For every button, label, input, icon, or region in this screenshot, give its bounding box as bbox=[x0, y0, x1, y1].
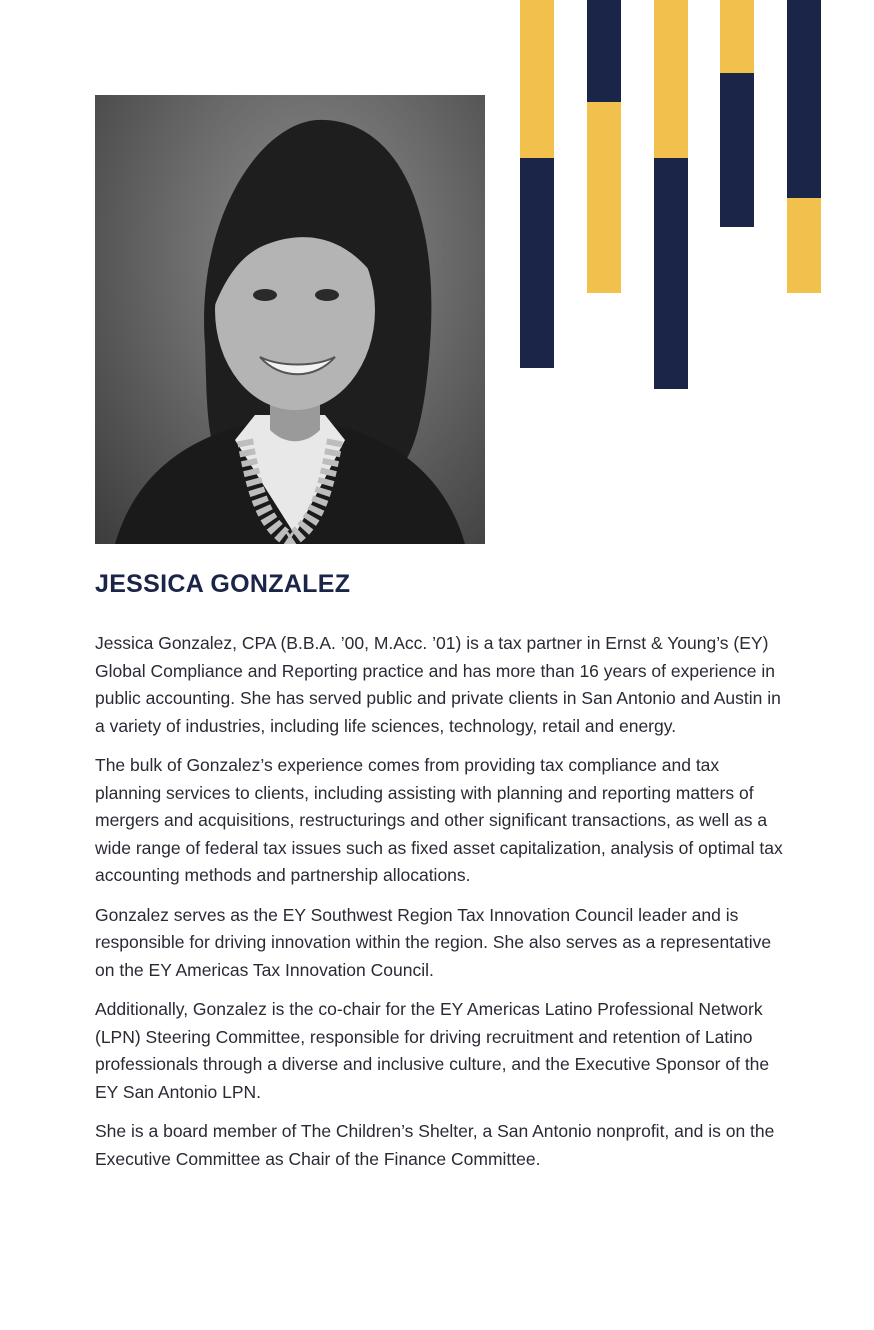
bio-paragraph: Gonzalez serves as the EY Southwest Region Tax Innovation Council leader and is responsible for driving innovation within the region. She also serves as a representative on the EY Americas Tax Innovation Council. bbox=[95, 904, 772, 980]
decorative-stripe bbox=[520, 158, 554, 368]
decorative-stripe bbox=[720, 73, 754, 227]
decorative-stripe bbox=[520, 0, 554, 158]
portrait-photo bbox=[95, 95, 485, 544]
decorative-stripe bbox=[654, 0, 688, 158]
biography bbox=[95, 630, 790, 1185]
bio-paragraph: She is a board member of The Children’s Shelter, a San Antonio nonprofit, and is on the Executive Committee as Chair of the Finance Committee. bbox=[95, 1121, 775, 1169]
bio-paragraph: Jessica Gonzalez, CPA (B.B.A. ’00, M.Acc. ’01) is a tax partner in Ernst & Young’s (EY) Global Compliance and Reporting practice and has more than 16 years of experience in public accounting. She has served public and private clients in San Antonio and Austin in a variety of industries, including life sciences, technology, retail and energy. bbox=[95, 633, 781, 736]
person-name: JESSICA GONZALEZ bbox=[95, 570, 351, 598]
portrait-illustration bbox=[95, 95, 485, 544]
decorative-stripe bbox=[587, 0, 621, 102]
decorative-stripe bbox=[787, 198, 821, 293]
decorative-stripe bbox=[787, 0, 821, 198]
bio-paragraph: Additionally, Gonzalez is the co-chair for the EY Americas Latino Professional Network (LPN) Steering Committee, responsible for driving recruitment and retention of Latino professionals through a diverse and inclusive culture, and the Executive Sponsor of the EY San Antonio LPN. bbox=[95, 999, 770, 1102]
decorative-stripe bbox=[587, 102, 621, 293]
decorative-stripe bbox=[654, 158, 688, 389]
decorative-stripe bbox=[720, 0, 754, 73]
bio-paragraph: The bulk of Gonzalez’s experience comes from providing tax compliance and tax planning services to clients, including assisting with planning and reporting matters of mergers and acquisitions, restructurings and other significant transactions, as well as a wide range of federal tax issues such as fixed asset capitalization, analysis of optimal tax accounting methods and partnership allocations. bbox=[95, 755, 783, 885]
